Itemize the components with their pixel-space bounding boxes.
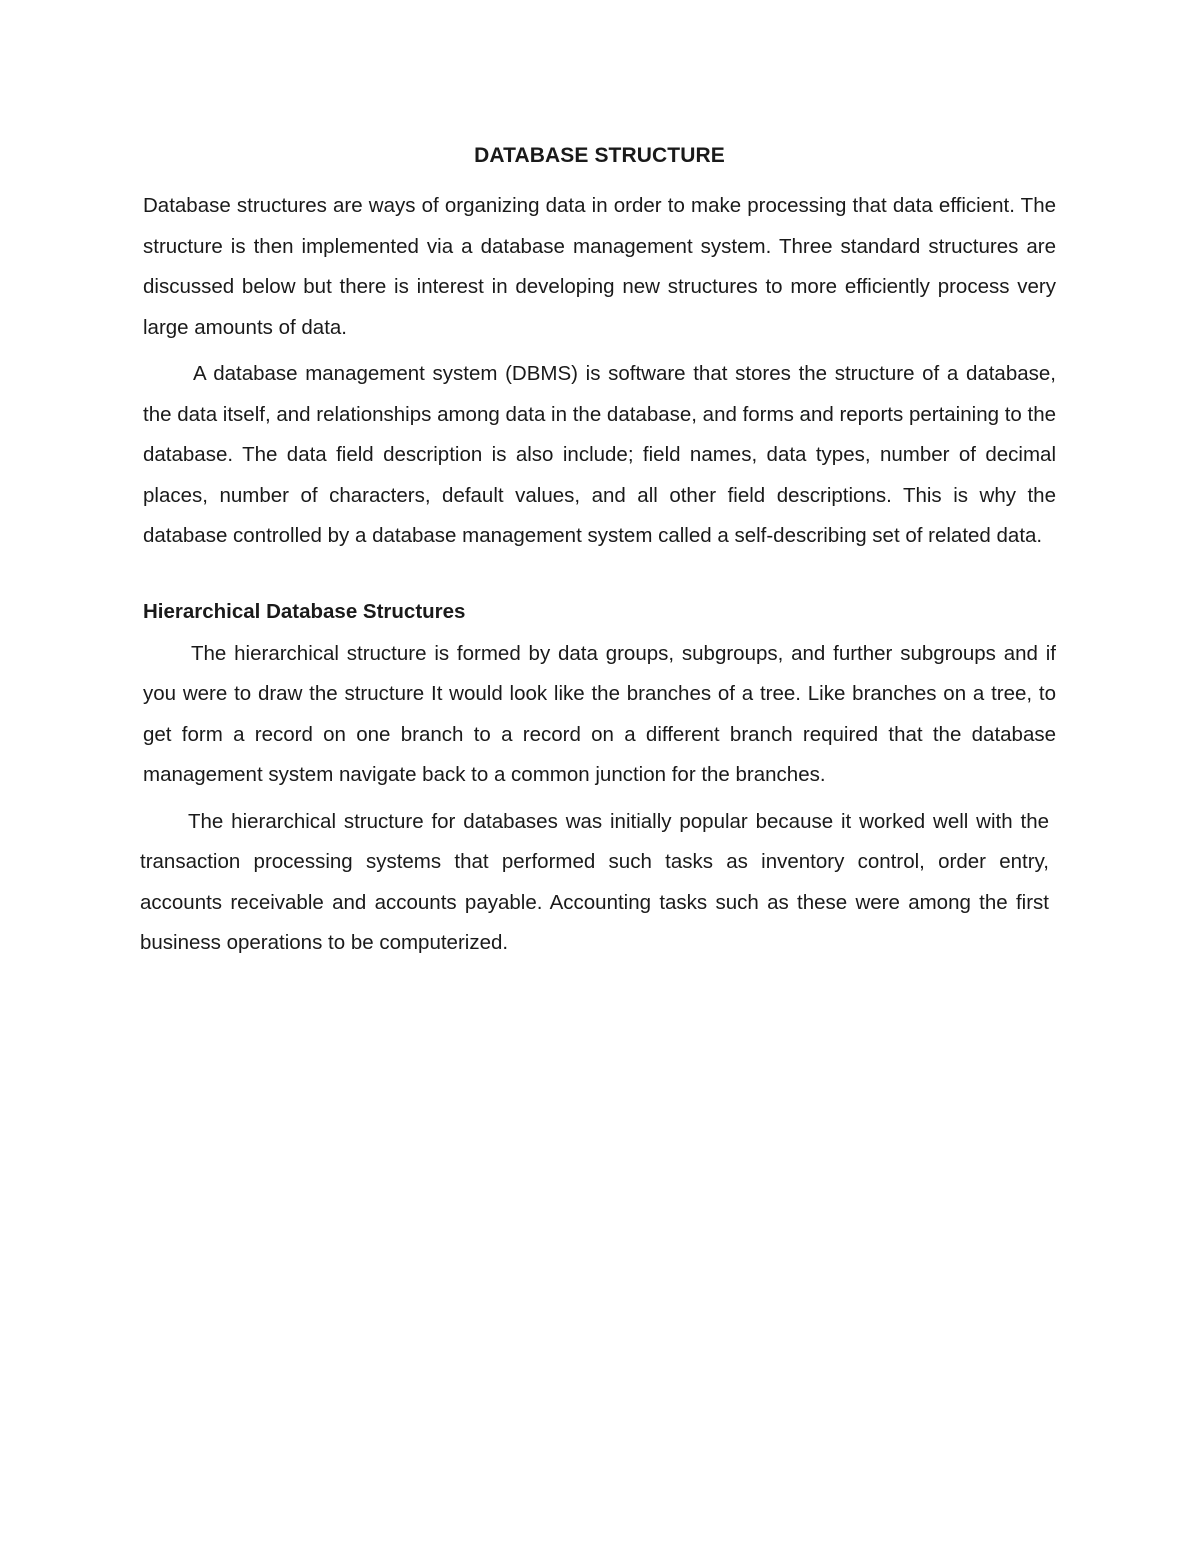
section-heading: Hierarchical Database Structures [143,599,466,623]
dbms-paragraph: A database management system (DBMS) is software that stores the structure of a database, the data itself, and relationships among data in the database, and forms and reports pertaining to the database. The data field description is also include; field names, data types, number of decimal places, number of characters, default values, and all other field descriptions. This is why the database controlled by a database management system called a self-describing set of related data. [143,362,1056,547]
document-title: DATABASE STRUCTURE [474,144,725,167]
intro-paragraph: Database structures are ways of organizing data in order to make processing that data efficient. The structure is then implemented via a database management system. Three standard structures are discussed below but there is interest in developing new structures to more efficiently process very large amounts of data. [143,194,1056,339]
hierarchical-paragraph-1: The hierarchical structure is formed by data groups, subgroups, and further subgroups and if you were to draw the structure It would look like the branches of a tree. Like branches on a tree, to get form a record on one branch to a record on a different branch required that the database management system navigate back to a common junction for the branches. [143,641,1056,786]
document-body [140,140,1056,964]
hierarchical-paragraph-2: The hierarchical structure for databases was initially popular because it worked well with the transaction processing systems that performed such tasks as inventory control, order entry, accounts receivable and accounts payable. Accounting tasks such as these were among the first business operations to be computerized. [140,809,1049,954]
